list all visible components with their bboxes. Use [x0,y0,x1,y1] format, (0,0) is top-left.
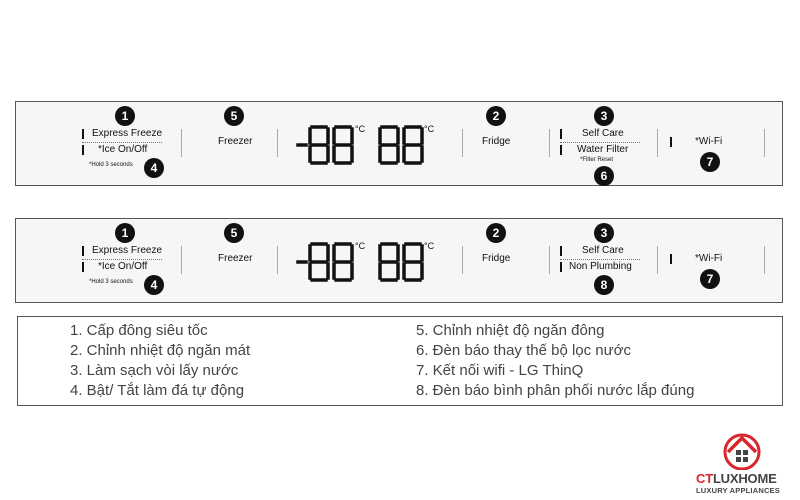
separator [277,246,278,274]
express-freeze-label: Express Freeze [92,128,163,139]
marker-7: 7 [700,269,720,289]
logo-tagline: LUXURY APPLIANCES [696,486,780,495]
express-freeze-indicator [82,129,84,139]
hold-note: *Hold 3 seconds [89,279,133,285]
self-care-indicator [560,246,562,256]
fridge-unit: °C [424,124,435,134]
separator [462,129,463,157]
freezer-label: Freezer [218,136,253,147]
separator [181,246,182,274]
fridge-label: Fridge [482,253,511,264]
marker-2: 2 [486,223,506,243]
marker-3: 3 [594,223,614,243]
legend-item: 6. Đèn báo thay thế bộ lọc nước [416,342,632,359]
non-plumbing-label: Non Plumbing [569,261,632,272]
ice-indicator [82,145,84,155]
legend-item: 8. Đèn báo bình phân phối nước lắp đúng [416,382,695,399]
marker-2: 2 [486,106,506,126]
ctluxhome-logo [692,430,792,495]
separator [657,246,658,274]
filter-reset-note: *Filter Reset [580,157,614,163]
ice-on-off-label: *Ice On/Off [98,144,148,155]
legend-left-column [70,321,250,401]
separator [181,129,182,157]
marker-1: 1 [115,106,135,126]
wifi-label: *Wi-Fi [695,136,723,147]
fridge-label: Fridge [482,136,511,147]
ice-on-off-label: *Ice On/Off [98,261,148,272]
self-care-label: Self Care [582,245,624,256]
ice-indicator [82,262,84,272]
self-care-indicator [560,129,562,139]
self-care-label: Self Care [582,128,624,139]
non-plumbing-indicator [560,262,562,272]
freezer-unit: °C [355,124,366,134]
fridge-unit: °C [424,241,435,251]
freezer-label: Freezer [218,253,253,264]
water-filter-label: Water Filter [577,144,629,155]
divider-line [82,259,162,260]
divider-line [560,142,640,143]
marker-6: 6 [594,166,614,186]
control-panel-2 [15,218,783,303]
separator [657,129,658,157]
house-icon [720,430,764,470]
control-panel-1 [15,101,783,186]
separator [462,246,463,274]
water-filter-indicator [560,145,562,155]
separator [549,129,550,157]
legend-item: 5. Chỉnh nhiệt độ ngăn đông [416,322,605,339]
marker-1: 1 [115,223,135,243]
separator [277,129,278,157]
marker-7: 7 [700,152,720,172]
marker-5: 5 [224,223,244,243]
express-freeze-indicator [82,246,84,256]
divider-line [560,259,640,260]
wifi-indicator [670,254,672,264]
separator [549,246,550,274]
hold-note: *Hold 3 seconds [89,162,133,168]
express-freeze-label: Express Freeze [92,245,163,256]
legend-item: 2. Chỉnh nhiệt độ ngăn mát [70,342,251,359]
marker-5: 5 [224,106,244,126]
wifi-indicator [670,137,672,147]
separator [764,246,765,274]
separator [764,129,765,157]
legend-item: 1. Cấp đông siêu tốc [70,322,208,339]
marker-3: 3 [594,106,614,126]
marker-4: 4 [144,275,164,295]
legend-box [17,316,783,406]
legend-item: 4. Bật/ Tắt làm đá tự động [70,382,245,399]
legend-right-column [416,321,694,401]
freezer-unit: °C [355,241,366,251]
legend-item: 7. Kết nối wifi - LG ThinQ [416,362,584,379]
marker-8: 8 [594,275,614,295]
logo-wordmark: CTLUXHOME [696,471,777,486]
wifi-label: *Wi-Fi [695,253,723,264]
marker-4: 4 [144,158,164,178]
legend-item: 3. Làm sạch vòi lấy nước [70,362,239,379]
divider-line [82,142,162,143]
